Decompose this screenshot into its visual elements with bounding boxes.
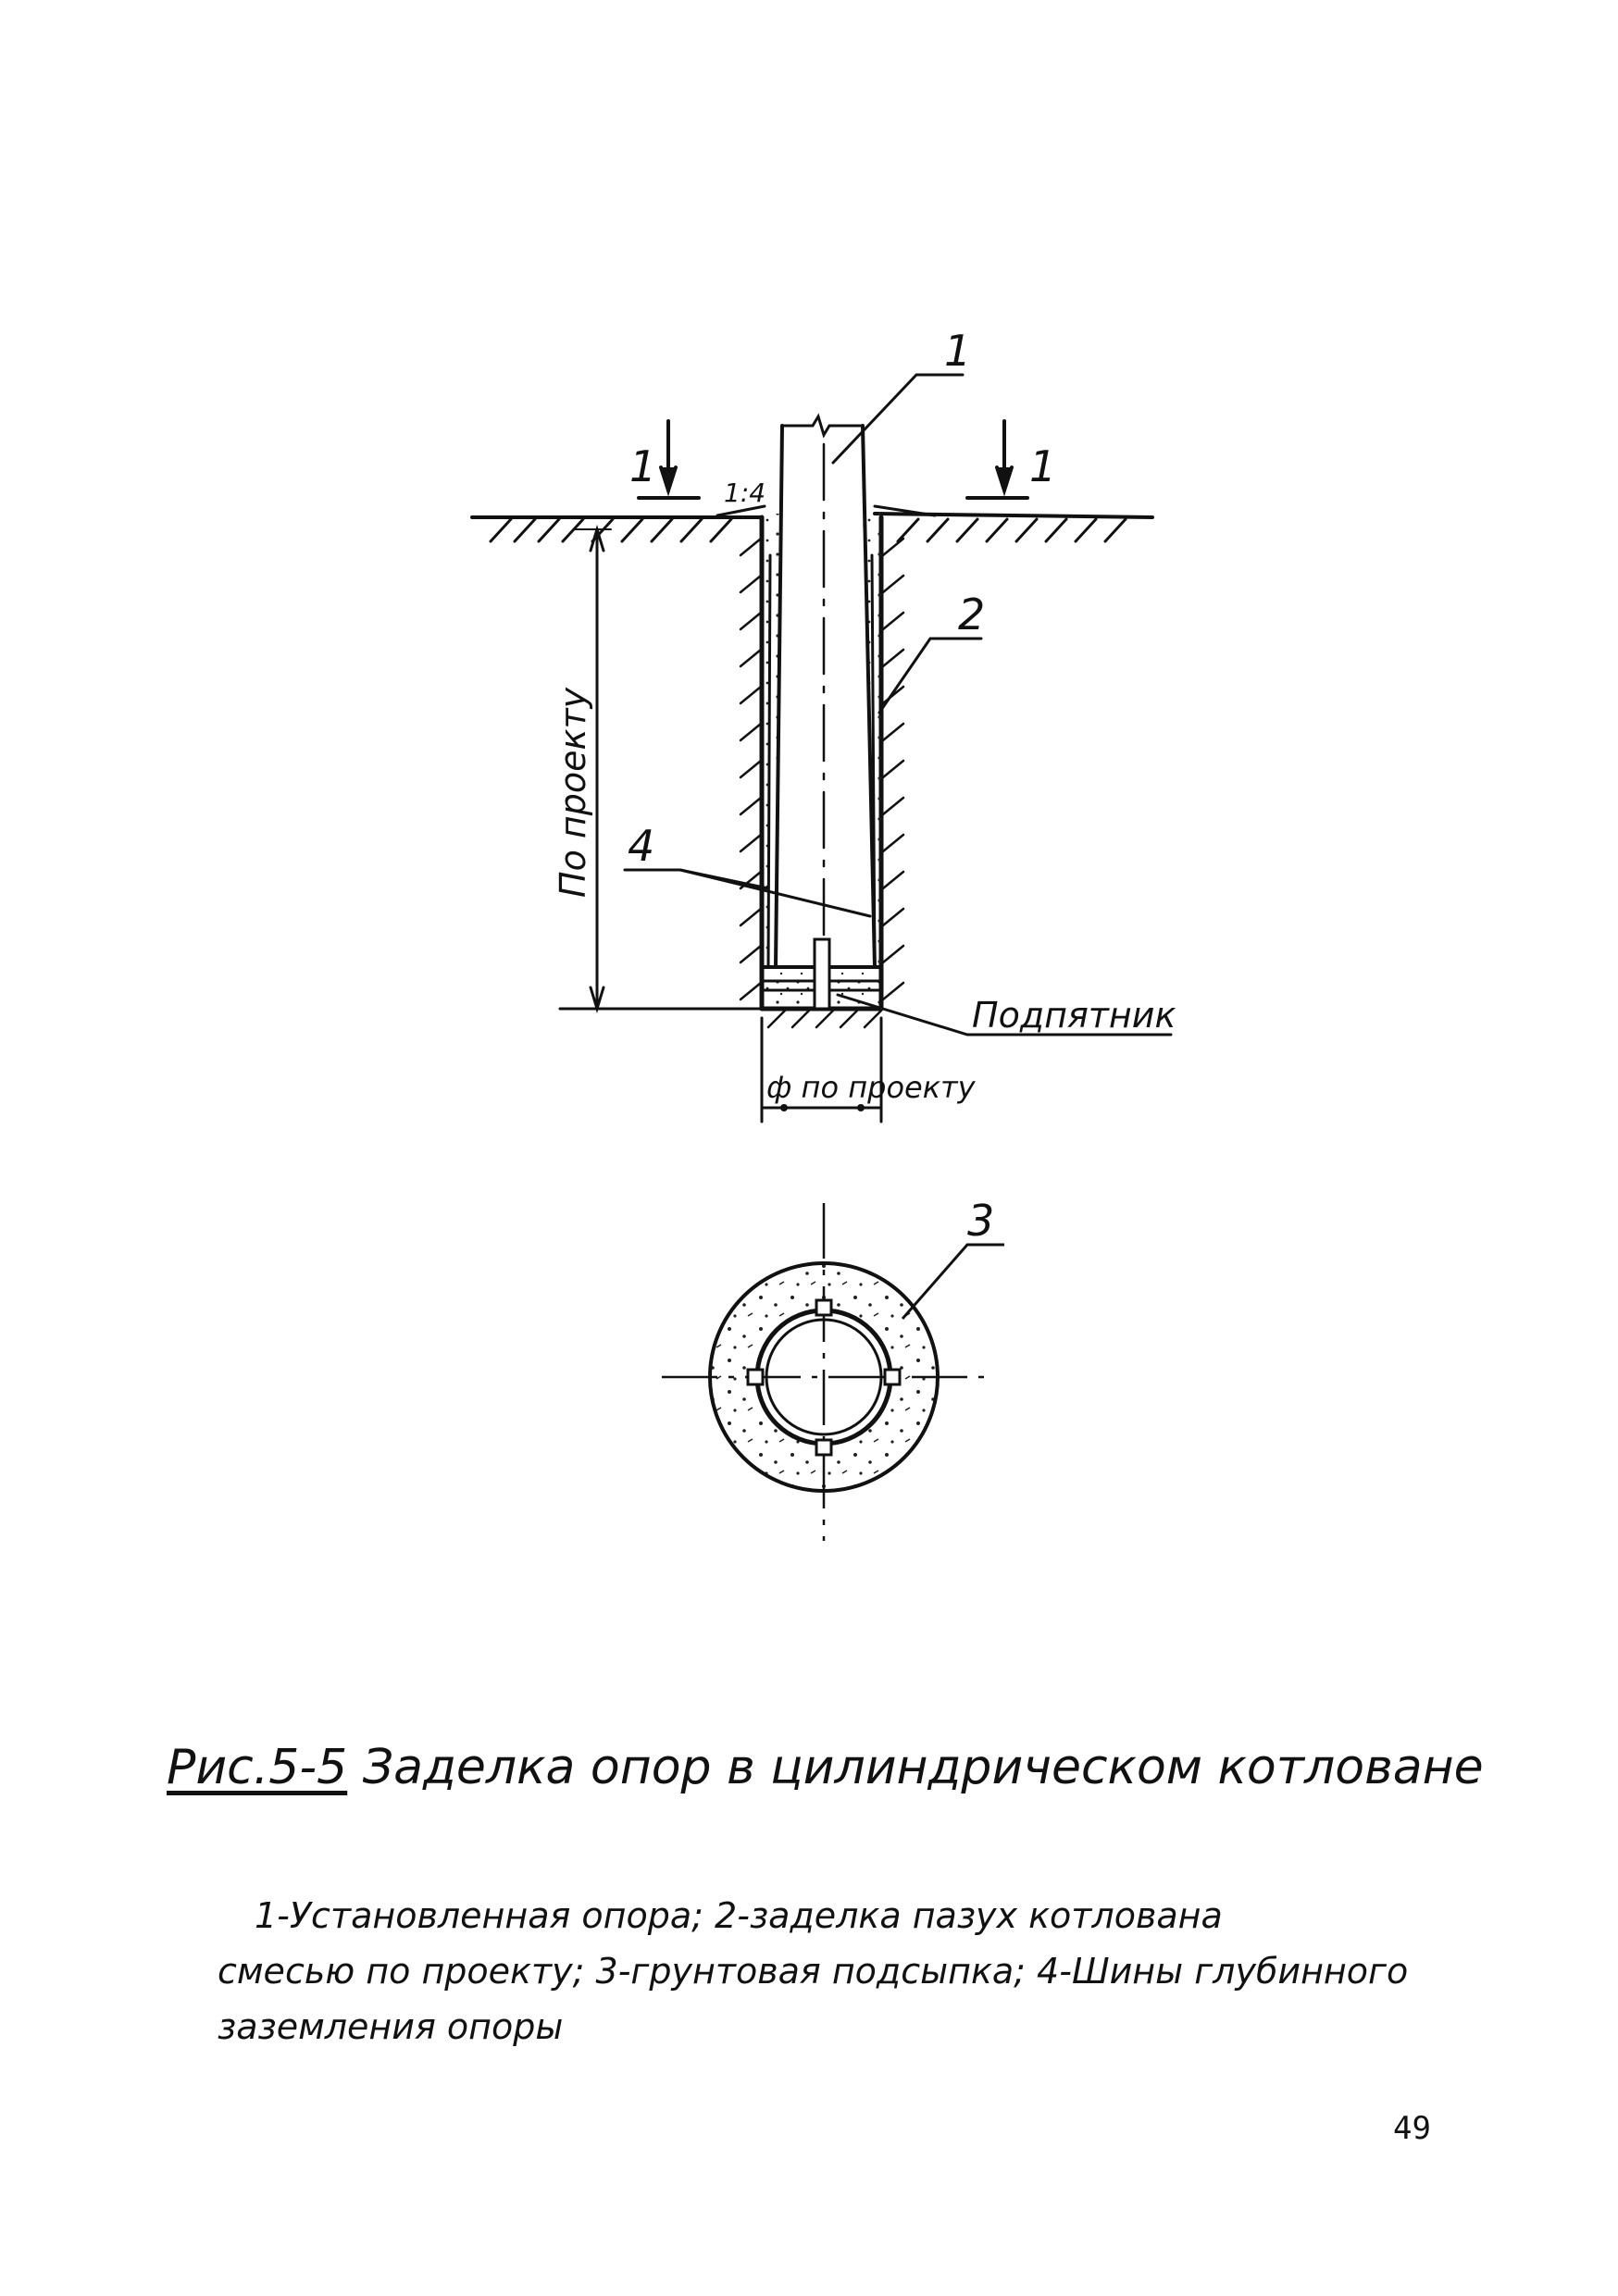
slope-label: 1:4 — [724, 478, 766, 508]
page-number: 49 — [1393, 2110, 1431, 2147]
pit-wall-hatching-left — [741, 539, 761, 999]
plan-bus-right — [885, 1370, 900, 1384]
base-plate-rib — [815, 939, 829, 1009]
depth-dimension-label: По проекту — [553, 687, 593, 898]
section-mark-right — [967, 421, 1027, 498]
callout-section-right: 1 — [1029, 441, 1057, 491]
leader-3 — [902, 1245, 1004, 1319]
callout-section-left: 1 — [629, 441, 657, 491]
plan-view — [662, 1203, 1004, 1541]
leader-2 — [879, 639, 981, 713]
plan-bus-left — [748, 1370, 763, 1384]
figure-legend — [218, 1888, 1495, 2054]
figure-caption — [167, 1740, 1484, 1795]
legend-line-3: заземления опоры — [218, 2006, 564, 2047]
callout-1: 1 — [944, 326, 972, 376]
section-arrow-left — [661, 467, 676, 490]
support-pole — [776, 426, 875, 967]
ground-bus-left — [768, 555, 770, 967]
figure-title: Заделка опор в цилиндрическом котловане — [362, 1740, 1484, 1795]
section-arrow-right — [997, 467, 1012, 490]
pole-break — [782, 416, 863, 435]
pit-wall-hatching-right — [883, 539, 903, 999]
callout-4: 4 — [628, 821, 655, 871]
pit-bottom-hatching — [768, 1011, 881, 1027]
leader-1 — [833, 375, 963, 463]
base-plate-label: Подпятник — [972, 995, 1176, 1036]
figure-number: Рис.5-5 — [167, 1740, 348, 1795]
legend-line-1: 1-Установленная опора; 2-заделка пазух котлована — [255, 1895, 1223, 1936]
callout-2: 2 — [958, 590, 986, 639]
plan-bus-top — [816, 1300, 831, 1315]
diameter-dimension-label: ф по проекту — [766, 1070, 976, 1105]
ground-hatching-right — [898, 519, 1126, 541]
plan-bus-bottom — [816, 1440, 831, 1455]
callout-3: 3 — [967, 1196, 995, 1246]
ground-line-right — [875, 514, 1152, 517]
legend-line-2: смесью по проекту; 3-грунтовая подсыпка; 4-Шины глубинного — [218, 1951, 1409, 1992]
